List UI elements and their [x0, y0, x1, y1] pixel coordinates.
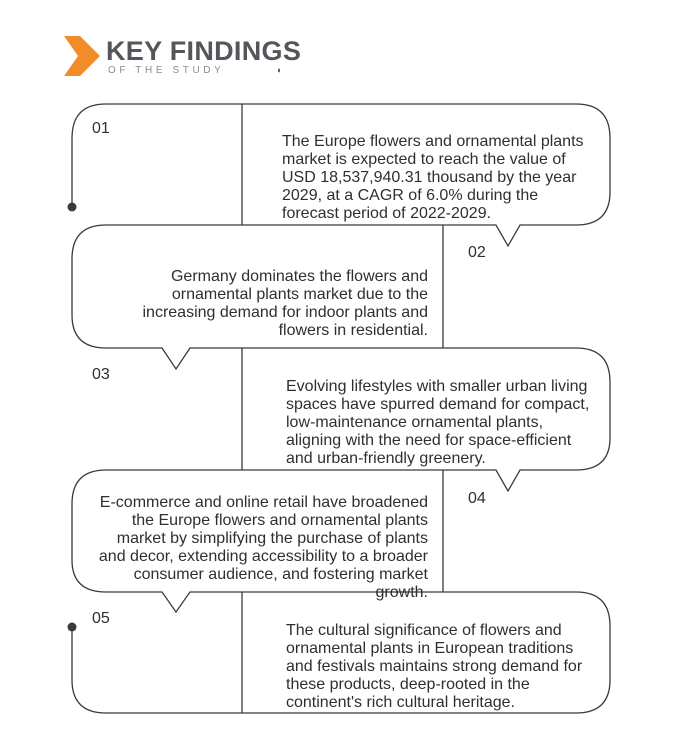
finding-text: Evolving lifestyles with smaller urban living spaces have spurred demand for compact, low-maintenance ornamental plants, aligning with the need for space-efficient and urban-friendly greenery.: [286, 378, 590, 467]
finding-text: The Europe flowers and ornamental plants market is expected to reach the value of USD 18,537,940.31 thousand by the year 2029, at a CAGR of 6.0% during the forecast period of 2022-2029.: [282, 133, 584, 222]
finding-text: E-commerce and online retail have broadened the Europe flowers and ornamental plants market by simplifying the purchase of plants and decor, extending accessibility to a broader consumer audience, and fostering market growth.: [98, 494, 428, 601]
moon-icon: ◖: [276, 65, 282, 75]
finding-number: 02: [468, 244, 486, 261]
finding-number: 03: [92, 366, 110, 383]
path-end-dot: [68, 623, 77, 632]
header-title: KEY FINDINGS: [106, 36, 302, 66]
finding-number: 05: [92, 610, 110, 627]
finding-text: Germany dominates the flowers and ornamental plants market due to the increasing demand for indoor plants and flowers in residential.: [142, 268, 428, 339]
finding-number: 04: [468, 490, 486, 507]
header-subtitle: OF THE STUDY: [108, 65, 225, 76]
finding-number: 01: [92, 120, 110, 137]
finding-text: The cultural significance of flowers and ornamental plants in European traditions and festivals maintains strong demand for these products, deep-rooted in the continent's rich cultural heritage.: [286, 622, 583, 711]
path-start-dot: [68, 203, 77, 212]
